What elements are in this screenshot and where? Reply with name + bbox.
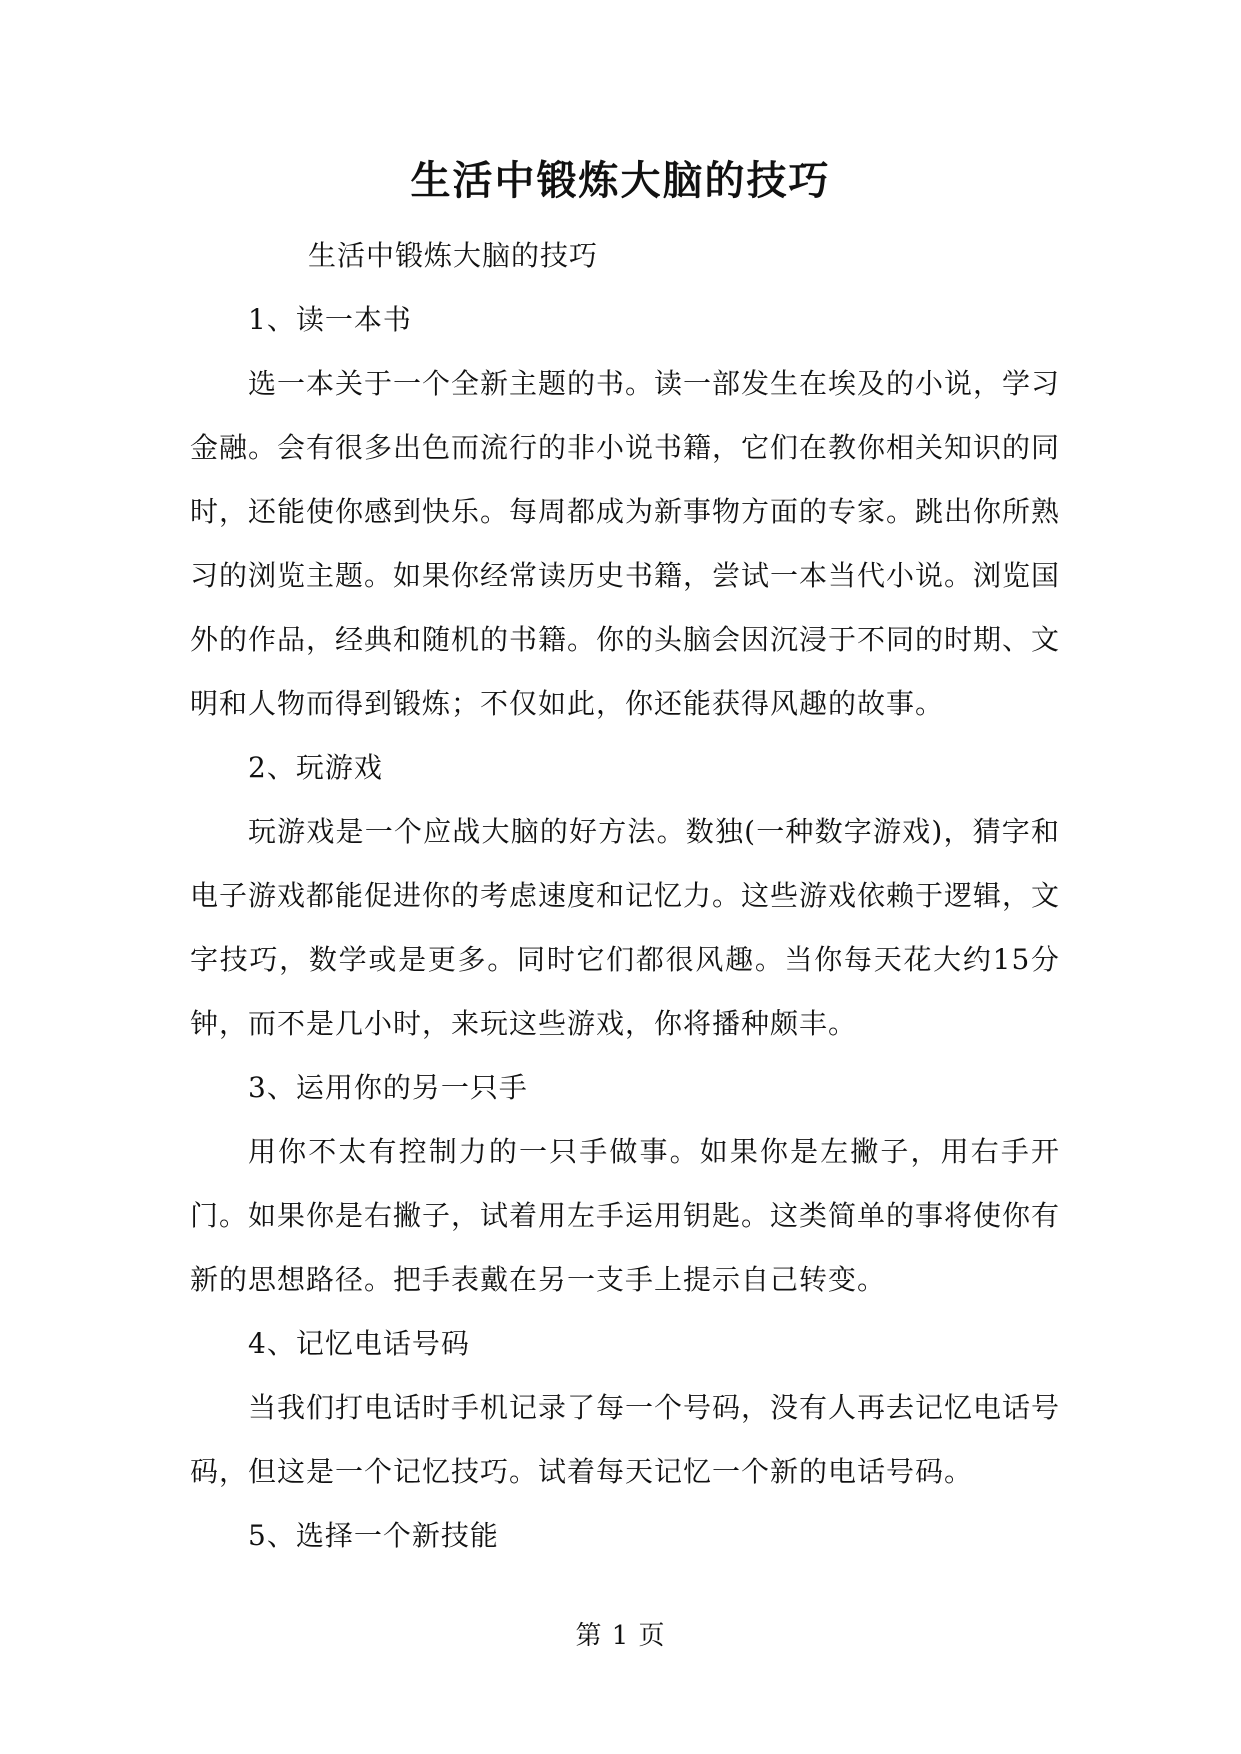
section-heading: 1、读一本书: [248, 303, 412, 336]
document-body: [190, 224, 1060, 1568]
document-subtitle: 生活中锻炼大脑的技巧: [308, 239, 599, 272]
section-heading: 2、玩游戏: [248, 751, 383, 784]
document-title: 生活中锻炼大脑的技巧: [410, 157, 831, 204]
section-body: 玩游戏是一个应战大脑的好方法。数独(一种数字游戏)，猜字和电子游戏都能促进你的考虑速度和记忆力。这些游戏依赖于逻辑，文字技巧，数学或是更多。同时它们都很风趣。当你每天花大约15分钟，而不是几小时，来玩这些游戏，你将播种颇丰。: [190, 815, 1061, 1040]
section-heading: 5、选择一个新技能: [248, 1519, 499, 1552]
page-number: 第 1 页: [575, 1621, 666, 1651]
section-body: 选一本关于一个全新主题的书。读一部发生在埃及的小说，学习金融。会有很多出色而流行的非小说书籍，它们在教你相关知识的同时，还能使你感到快乐。每周都成为新事物方面的专家。跳出你所熟习的浏览主题。如果你经常读历史书籍，尝试一本当代小说。浏览国外的作品，经典和随机的书籍。你的头脑会因沉浸于不同的时期、文明和人物而得到锻炼；不仅如此，你还能获得风趣的故事。: [190, 367, 1061, 720]
section-heading: 3、运用你的另一只手: [248, 1071, 528, 1104]
section-body: 用你不太有控制力的一只手做事。如果你是左撇子，用右手开门。如果你是右撇子，试着用左手运用钥匙。这类简单的事将使你有新的思想路径。把手表戴在另一支手上提示自己转变。: [190, 1135, 1061, 1296]
section-heading: 4、记忆电话号码: [248, 1327, 470, 1360]
section-body: 当我们打电话时手机记录了每一个号码，没有人再去记忆电话号码，但这是一个记忆技巧。试着每天记忆一个新的电话号码。: [190, 1391, 1061, 1488]
